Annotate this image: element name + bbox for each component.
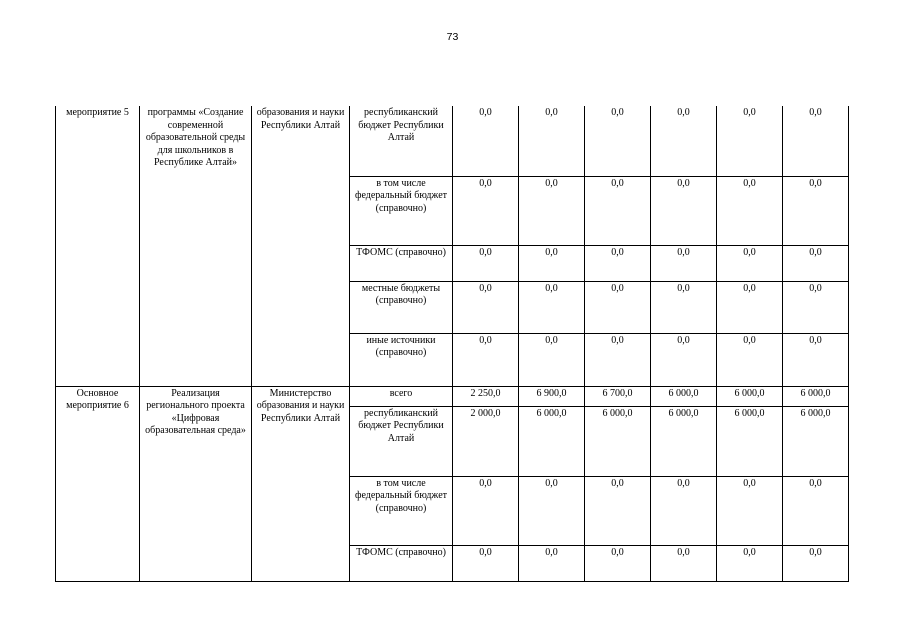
value-cell: 6 000,0 [519,406,585,476]
value-cell: 6 000,0 [783,386,849,406]
value-cell: 0,0 [717,545,783,581]
value-cell: 0,0 [717,281,783,333]
value-cell: 0,0 [585,281,651,333]
value-cell: 0,0 [651,245,717,281]
value-cell: 0,0 [519,476,585,545]
value-cell: 0,0 [783,545,849,581]
value-cell: 0,0 [651,333,717,386]
value-cell: 2 000,0 [453,406,519,476]
value-cell: 0,0 [453,476,519,545]
value-cell: 0,0 [585,176,651,245]
value-cell: 0,0 [717,476,783,545]
value-cell: 0,0 [651,281,717,333]
value-cell: 0,0 [717,333,783,386]
executor-cell: образования и науки Республики Алтай [252,106,350,386]
value-cell: 0,0 [453,245,519,281]
value-cell: 0,0 [717,176,783,245]
value-cell: 0,0 [651,476,717,545]
value-cell: 6 000,0 [651,386,717,406]
table-row [56,386,849,406]
value-cell: 0,0 [519,106,585,176]
program-cell: программы «Создание современной образовательной среды для школьников в Республике Алтай» [140,106,252,386]
source-cell: ТФОМС (справочно) [350,245,453,281]
event-cell: Основное мероприятие 6 [56,386,140,581]
value-cell: 0,0 [783,281,849,333]
value-cell: 6 000,0 [783,406,849,476]
value-cell: 0,0 [585,245,651,281]
budget-table [55,106,849,582]
value-cell: 6 000,0 [651,406,717,476]
value-cell: 0,0 [519,545,585,581]
value-cell: 0,0 [783,106,849,176]
value-cell: 0,0 [783,476,849,545]
value-cell: 0,0 [453,333,519,386]
value-cell: 0,0 [783,245,849,281]
value-cell: 0,0 [585,333,651,386]
source-cell: в том числе федеральный бюджет (справочно) [350,476,453,545]
event-cell: мероприятие 5 [56,106,140,386]
value-cell: 0,0 [783,176,849,245]
source-cell: местные бюджеты (справочно) [350,281,453,333]
source-cell: всего [350,386,453,406]
value-cell: 6 000,0 [717,386,783,406]
source-cell: республиканский бюджет Республики Алтай [350,406,453,476]
value-cell: 6 000,0 [585,406,651,476]
value-cell: 0,0 [519,245,585,281]
value-cell: 0,0 [453,176,519,245]
value-cell: 0,0 [519,281,585,333]
source-cell: республиканский бюджет Республики Алтай [350,106,453,176]
value-cell: 0,0 [651,545,717,581]
value-cell: 6 900,0 [519,386,585,406]
value-cell: 0,0 [717,245,783,281]
value-cell: 0,0 [519,176,585,245]
source-cell: в том числе федеральный бюджет (справочно) [350,176,453,245]
value-cell: 0,0 [585,476,651,545]
value-cell: 0,0 [651,176,717,245]
value-cell: 0,0 [717,106,783,176]
value-cell: 0,0 [519,333,585,386]
value-cell: 6 700,0 [585,386,651,406]
value-cell: 6 000,0 [717,406,783,476]
value-cell: 0,0 [783,333,849,386]
page-number: 73 [446,31,459,43]
value-cell: 0,0 [651,106,717,176]
value-cell: 0,0 [453,545,519,581]
value-cell: 0,0 [585,106,651,176]
program-cell: Реализация регионального проекта «Цифровая образовательная среда» [140,386,252,581]
source-cell: ТФОМС (справочно) [350,545,453,581]
source-cell: иные источники (справочно) [350,333,453,386]
executor-cell: Министерство образования и науки Республики Алтай [252,386,350,581]
value-cell: 0,0 [453,281,519,333]
value-cell: 2 250,0 [453,386,519,406]
value-cell: 0,0 [585,545,651,581]
value-cell: 0,0 [453,106,519,176]
table-row [56,106,849,176]
